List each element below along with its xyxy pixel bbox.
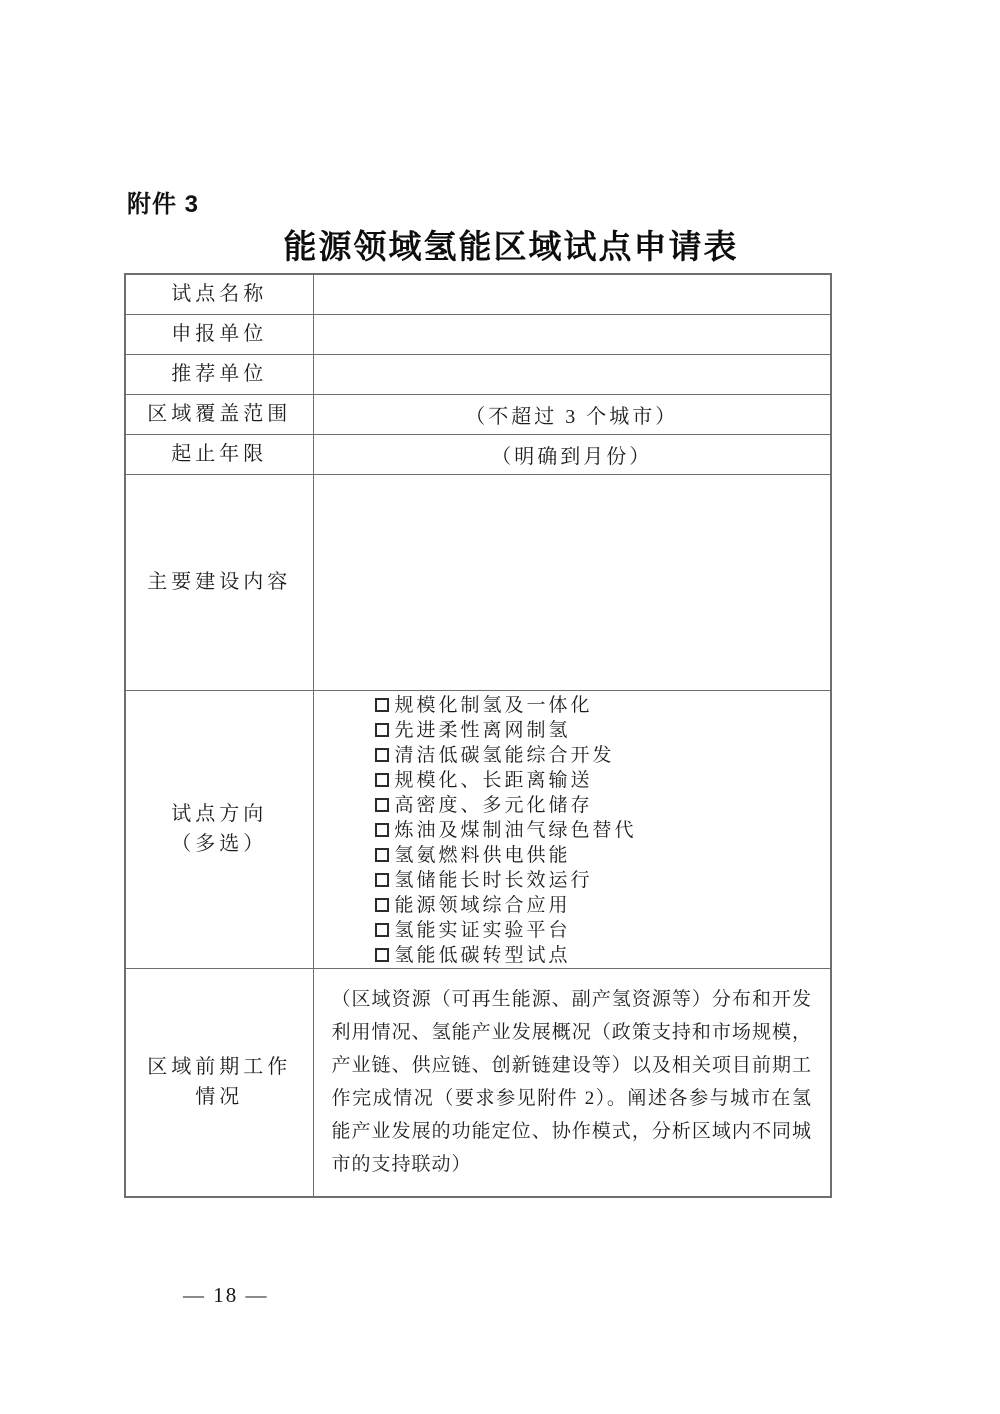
row-label-coverage-area: 区域覆盖范围	[125, 394, 313, 434]
pilot-direction-option-label: 氢能低碳转型试点	[394, 944, 571, 966]
preliminary-work-cell	[313, 968, 831, 1197]
pilot-directions-cell	[313, 690, 831, 968]
pilot-name-value-cell	[313, 274, 831, 314]
form-row-applicant-unit	[125, 314, 831, 354]
pilot-direction-option	[375, 743, 823, 768]
row-label-line1: 区域前期工作	[147, 1056, 292, 1079]
pilot-direction-option	[375, 893, 823, 918]
pilot-direction-option-label: 先进柔性离网制氢	[394, 719, 571, 741]
checkbox-icon	[375, 948, 389, 962]
pilot-direction-option-label: 氢储能长时长效运行	[394, 869, 593, 891]
form-row-preliminary-work	[125, 968, 831, 1197]
checkbox-icon	[375, 848, 389, 862]
form-row-pilot-directions	[125, 690, 831, 968]
row-label-time-period: 起止年限	[125, 434, 313, 474]
applicant-unit-value-cell	[313, 314, 831, 354]
pilot-direction-option-label: 清洁低碳氢能综合开发	[394, 744, 615, 766]
form-row-coverage-area	[125, 394, 831, 434]
pilot-direction-option	[375, 793, 823, 818]
pilot-direction-option	[375, 768, 823, 793]
row-label-line2: （多选）	[171, 833, 268, 855]
row-label-line2: 情况	[195, 1086, 244, 1109]
pilot-direction-option	[375, 693, 823, 718]
pilot-direction-option	[375, 918, 823, 943]
checkbox-icon	[375, 773, 389, 787]
row-label-applicant-unit: 申报单位	[125, 314, 313, 354]
pilot-direction-option-label: 规模化、长距离输送	[394, 769, 593, 791]
pilot-direction-option	[375, 818, 823, 843]
time-period-hint: （明确到月份）	[313, 434, 831, 474]
checkbox-icon	[375, 798, 389, 812]
pilot-direction-options-list	[314, 691, 831, 968]
pilot-direction-option	[375, 843, 823, 868]
checkbox-icon	[375, 698, 389, 712]
pilot-direction-option	[375, 718, 823, 743]
checkbox-icon	[375, 873, 389, 887]
row-label-pilot-directions	[125, 690, 313, 968]
preliminary-work-instructions: （区域资源（可再生能源、副产氢资源等）分布和开发利用情况、氢能产业发展概况（政策支持和市场规模，产业链、供应链、创新链建设等）以及相关项目前期工作完成情况（要求参见附件 2）。阐述各参与城市在氢能产业发展的功能定位、协作模式，分析区域内不同城市的支持联动）	[331, 989, 812, 1176]
coverage-area-hint: （不超过 3 个城市）	[313, 394, 831, 434]
pilot-direction-option-label: 炼油及煤制油气绿色替代	[394, 819, 637, 841]
form-row-main-construction	[125, 474, 831, 690]
checkbox-icon	[375, 723, 389, 737]
pilot-direction-option-label: 高密度、多元化储存	[394, 794, 593, 816]
checkbox-icon	[375, 823, 389, 837]
pilot-direction-option-label: 氢能实证实验平台	[394, 919, 571, 941]
recommending-unit-value-cell	[313, 354, 831, 394]
row-label-pilot-name: 试点名称	[125, 274, 313, 314]
pilot-direction-option	[375, 868, 823, 893]
form-row-time-period	[125, 434, 831, 474]
row-label-preliminary-work	[125, 968, 313, 1197]
form-row-recommending-unit	[125, 354, 831, 394]
pilot-direction-option-label: 规模化制氢及一体化	[394, 694, 593, 716]
checkbox-icon	[375, 748, 389, 762]
pilot-direction-option-label: 能源领域综合应用	[394, 894, 571, 916]
row-label-main-construction: 主要建设内容	[125, 474, 313, 690]
page-title: 能源领域氢能区域试点申请表	[283, 230, 739, 266]
application-form-table	[124, 273, 832, 1198]
pilot-direction-option-label: 氢氨燃料供电供能	[394, 844, 571, 866]
main-construction-value-cell	[313, 474, 831, 690]
attachment-label: 附件 3	[127, 191, 200, 218]
row-label-line1: 试点方向	[171, 803, 268, 825]
pilot-direction-option	[375, 943, 823, 968]
checkbox-icon	[375, 923, 389, 937]
form-row-pilot-name	[125, 274, 831, 314]
checkbox-icon	[375, 898, 389, 912]
row-label-recommending-unit: 推荐单位	[125, 354, 313, 394]
page-number: — 18 —	[183, 1283, 269, 1307]
